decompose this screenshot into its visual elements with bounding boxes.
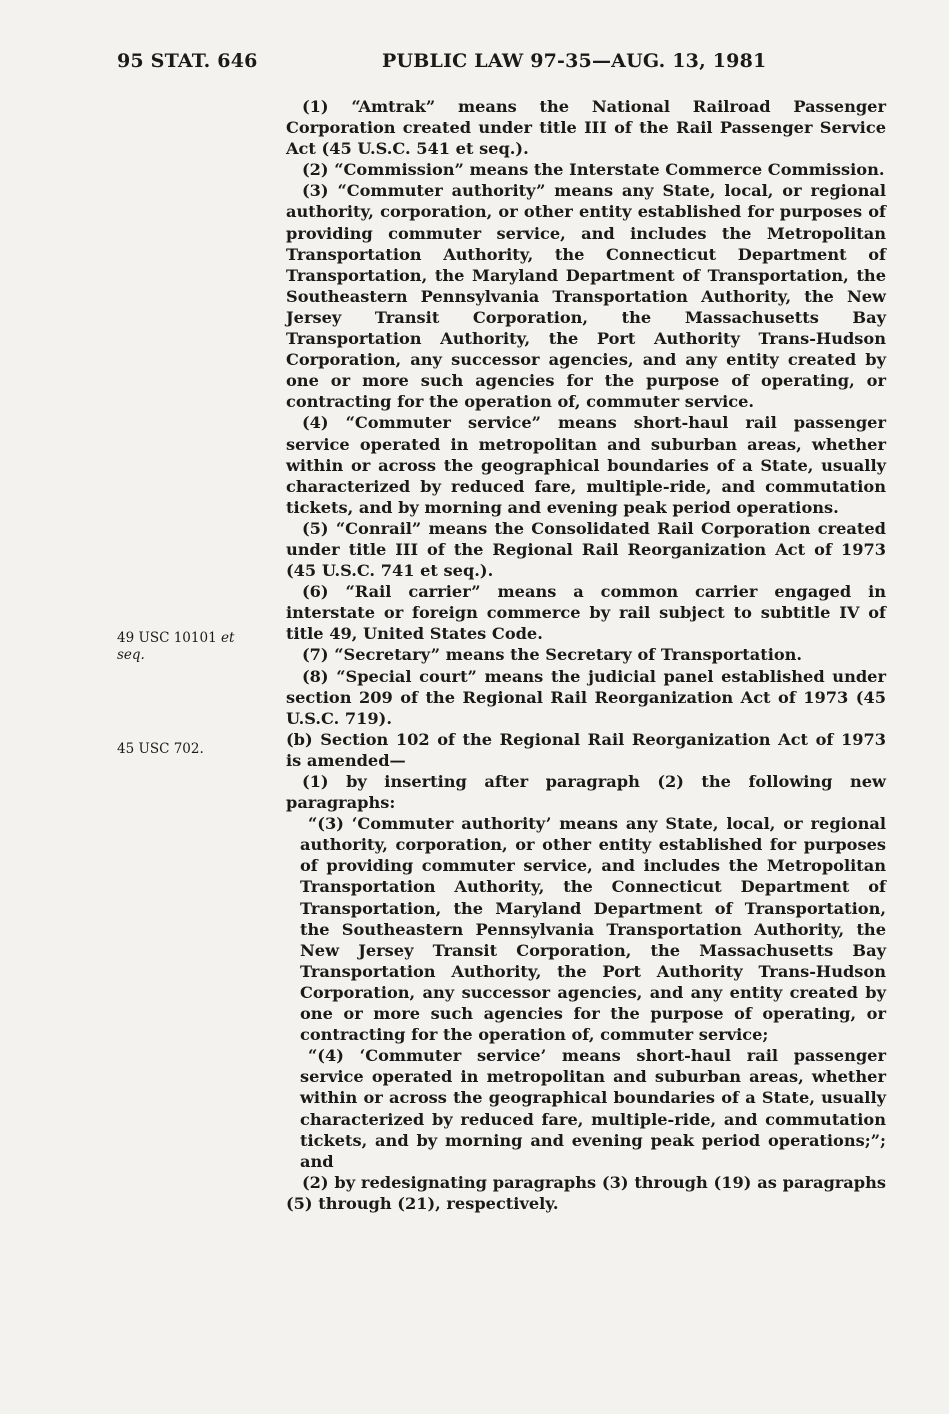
amendment-item-2: (2) by redesignating paragraphs (3) through (19) as paragraphs (5) through (21), respectively. <box>286 1172 886 1213</box>
margin-citation-main: 45 USC 702. <box>117 741 204 757</box>
margin-citation-italic: seq. <box>117 647 145 663</box>
definition-amtrak: (1) “Amtrak” means the National Railroad Passenger Corporation created under title III of the Rail Passenger Service Act (45 U.S.C. 541 et seq.). <box>286 97 886 159</box>
definition-special-court: (8) “Special court” means the judicial panel established under section 209 of the Regional Rail Reorganization Act of 1973 (45 U.S.C. 719). <box>286 666 886 728</box>
margin-citation-italic: et <box>220 630 235 646</box>
statute-page-number: 95 STAT. 646 <box>117 50 258 72</box>
subsection-b: (b) Section 102 of the Regional Rail Reorganization Act of 1973 is amended— <box>286 729 886 770</box>
definition-rail-carrier: (6) “Rail carrier” means a common carrier engaged in interstate or foreign commerce by rail subject to subtitle IV of title 49, United States Code. <box>286 582 886 644</box>
definition-commission: (2) “Commission” means the Interstate Commerce Commission. <box>302 160 885 180</box>
margin-citation-45-usc <box>117 741 277 758</box>
quoted-paragraph-3: “(3) ‘Commuter authority’ means any State, local, or regional authority, corporation, or other entity established for purposes of providing commuter service, and includes the Metropolitan Transportation Authority, the Connecticut Department of Transportation, the Maryland Department of Transportation, the Southeastern Pennsylvania Transportation Authority, the New Jersey Transit Corporation, the Massachusetts Bay Transportation Authority, the Port Authority Trans-Hudson Corporation, any successor agencies, and any entity created by one or more such agencies for the purpose of operating, or contracting for the operation of, commuter service; <box>300 814 886 1045</box>
amendment-item-1: (1) by inserting after paragraph (2) the following new paragraphs: <box>286 772 886 813</box>
definition-secretary: (7) “Secretary” means the Secretary of Transportation. <box>302 645 803 665</box>
quoted-paragraph-4: “(4) ‘Commuter service’ means short-haul rail passenger service operated in metropolitan and suburban areas, whether within or across the geographical boundaries of a State, usually characterized by reduced fare, multiple-ride, and commutation tickets, and by morning and evening peak period operations;”; and <box>300 1046 886 1171</box>
running-title: PUBLIC LAW 97-35—AUG. 13, 1981 <box>382 50 767 72</box>
page-header <box>117 50 889 82</box>
definition-conrail: (5) “Conrail” means the Consolidated Rail Corporation created under title III of the Regional Rail Reorganization Act of 1973 (45 U.S.C. 741 et seq.). <box>286 518 886 581</box>
margin-citation-49-usc <box>117 630 277 664</box>
definition-commuter-authority: (3) “Commuter authority” means any State, local, or regional authority, corporation, or other entity established for purposes of providing commuter service, and includes the Metropolitan Transportation Authority, the Connecticut Department of Transportation, the Maryland Department of Transportation, the Southeastern Pennsylvania Transportation Authority, the New Jersey Transit Corporation, the Massachusetts Bay Transportation Authority, the Port Authority Trans-Hudson Corporation, any successor agencies, and any entity created by one or more such agencies for the purpose of operating, or contracting for the operation of, commuter service. <box>286 181 886 412</box>
document-body <box>286 96 886 1214</box>
margin-citation-main: 49 USC 10101 <box>117 630 217 646</box>
definition-commuter-service: (4) “Commuter service” means short-haul rail passenger service operated in metropolitan and suburban areas, whether within or across the geographical boundaries of a State, usually characterized by reduced fare, multiple-ride, and commutation tickets, and by morning and evening peak period operations. <box>286 413 886 517</box>
